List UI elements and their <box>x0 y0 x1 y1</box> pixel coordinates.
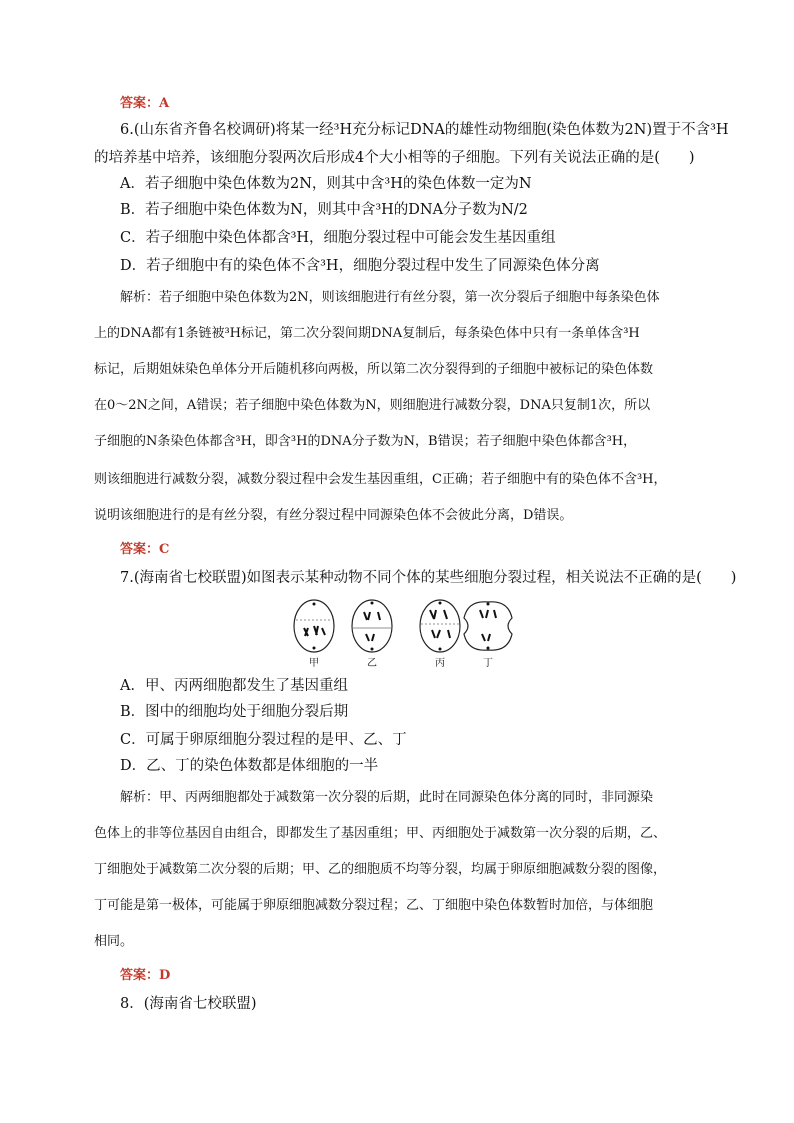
q6-explanation-line: 说明该细胞进行的是有丝分裂，有丝分裂过程中同源染色体不会彼此分离，D错误。 <box>94 508 573 523</box>
q6-option-a: A．若子细胞中染色体数为2N，则其中含³H的染色体数一定为N <box>120 176 532 192</box>
q7-option-c: C．可属于卵原细胞分裂过程的是甲、乙、丁 <box>120 732 407 748</box>
q5-answer: 答案：A <box>120 96 170 111</box>
q7-explanation-line: 丁细胞处于减数第二次分裂的后期；甲、乙的细胞质不均等分裂，均属于卵原细胞减数分裂的图像， <box>94 862 667 877</box>
cell-label-ding: 丁 <box>483 658 493 669</box>
cell-bing <box>420 600 460 652</box>
q7-explanation-line: 色体上的非等位基因自由组合，即都发生了基因重组；甲、丙细胞处于减数第一次分裂的后期，乙、 <box>94 826 667 841</box>
q8-stem: 8．(海南省七校联盟) <box>120 996 257 1012</box>
q6-option-b: B．若子细胞中染色体数为N，则其中含³H的DNA分子数为N/2 <box>120 202 528 218</box>
cell-division-figure <box>290 598 530 670</box>
q6-explanation-line: 标记，后期姐妹染色单体分开后随机移向两极，所以第二次分裂得到的子细胞中被标记的染色体数 <box>94 362 654 377</box>
q6-option-d: D．若子细胞中有的染色体不含³H，细胞分裂过程中发生了同源染色体分离 <box>120 258 600 274</box>
q6-explanation-line: 解析：若子细胞中染色体数为2N，则该细胞进行有丝分裂，第一次分裂后子细胞中每条染色体 <box>120 290 660 305</box>
cell-division-diagram <box>290 598 530 654</box>
q6-answer: 答案：C <box>120 542 170 557</box>
cell-label-jia: 甲 <box>309 658 319 669</box>
q7-answer: 答案：D <box>120 968 171 983</box>
q7-explanation-line: 丁可能是第一极体，可能属于卵原细胞减数分裂过程；乙、丁细胞中染色体数暂时加倍，与体细胞 <box>94 898 654 913</box>
cell-label-bing: 丙 <box>435 658 445 669</box>
q7-option-d: D．乙、丁的染色体数都是体细胞的一半 <box>120 758 379 774</box>
q6-stem-line2: 的培养基中培养，该细胞分裂两次后形成4个大小相等的子细胞。下列有关说法正确的是( ) <box>94 150 695 166</box>
q6-explanation-line: 上的DNA都有1条链被³H标记，第二次分裂间期DNA复制后，每条染色体中只有一条单体含³H <box>94 326 640 341</box>
q7-option-a: A．甲、丙两细胞都发生了基因重组 <box>120 678 348 694</box>
cell-ding <box>464 602 512 650</box>
q7-explanation-line: 解析：甲、丙两细胞都处于减数第一次分裂的后期，此时在同源染色体分离的同时，非同源染 <box>120 790 654 805</box>
cell-yi <box>352 600 392 652</box>
q6-explanation-line: 子细胞的N条染色体都含³H，即含³H的DNA分子数为N，B错误；若子细胞中染色体都含³H， <box>94 434 637 449</box>
q7-stem: 7.(海南省七校联盟)如图表示某种动物不同个体的某些细胞分裂过程，相关说法不正确的是( ) <box>120 570 737 586</box>
cell-label-yi: 乙 <box>367 658 377 669</box>
q6-stem-line1: 6.(山东省齐鲁名校调研)将某一经³H充分标记DNA的雄性动物细胞(染色体数为2N)置于不含³H <box>120 122 729 138</box>
q7-option-b: B．图中的细胞均处于细胞分裂后期 <box>120 704 349 720</box>
q6-explanation-line: 则该细胞进行减数分裂，减数分裂过程中会发生基因重组，C正确；若子细胞中有的染色体不含³H， <box>94 472 667 487</box>
q6-explanation-line: 在0～2N之间，A错误；若子细胞中染色体数为N，则细胞进行减数分裂，DNA只复制1次，所以 <box>94 398 651 413</box>
cell-jia <box>294 600 334 652</box>
q7-explanation-line: 相同。 <box>94 934 134 949</box>
q6-option-c: C．若子细胞中染色体都含³H，细胞分裂过程中可能会发生基因重组 <box>120 230 556 246</box>
